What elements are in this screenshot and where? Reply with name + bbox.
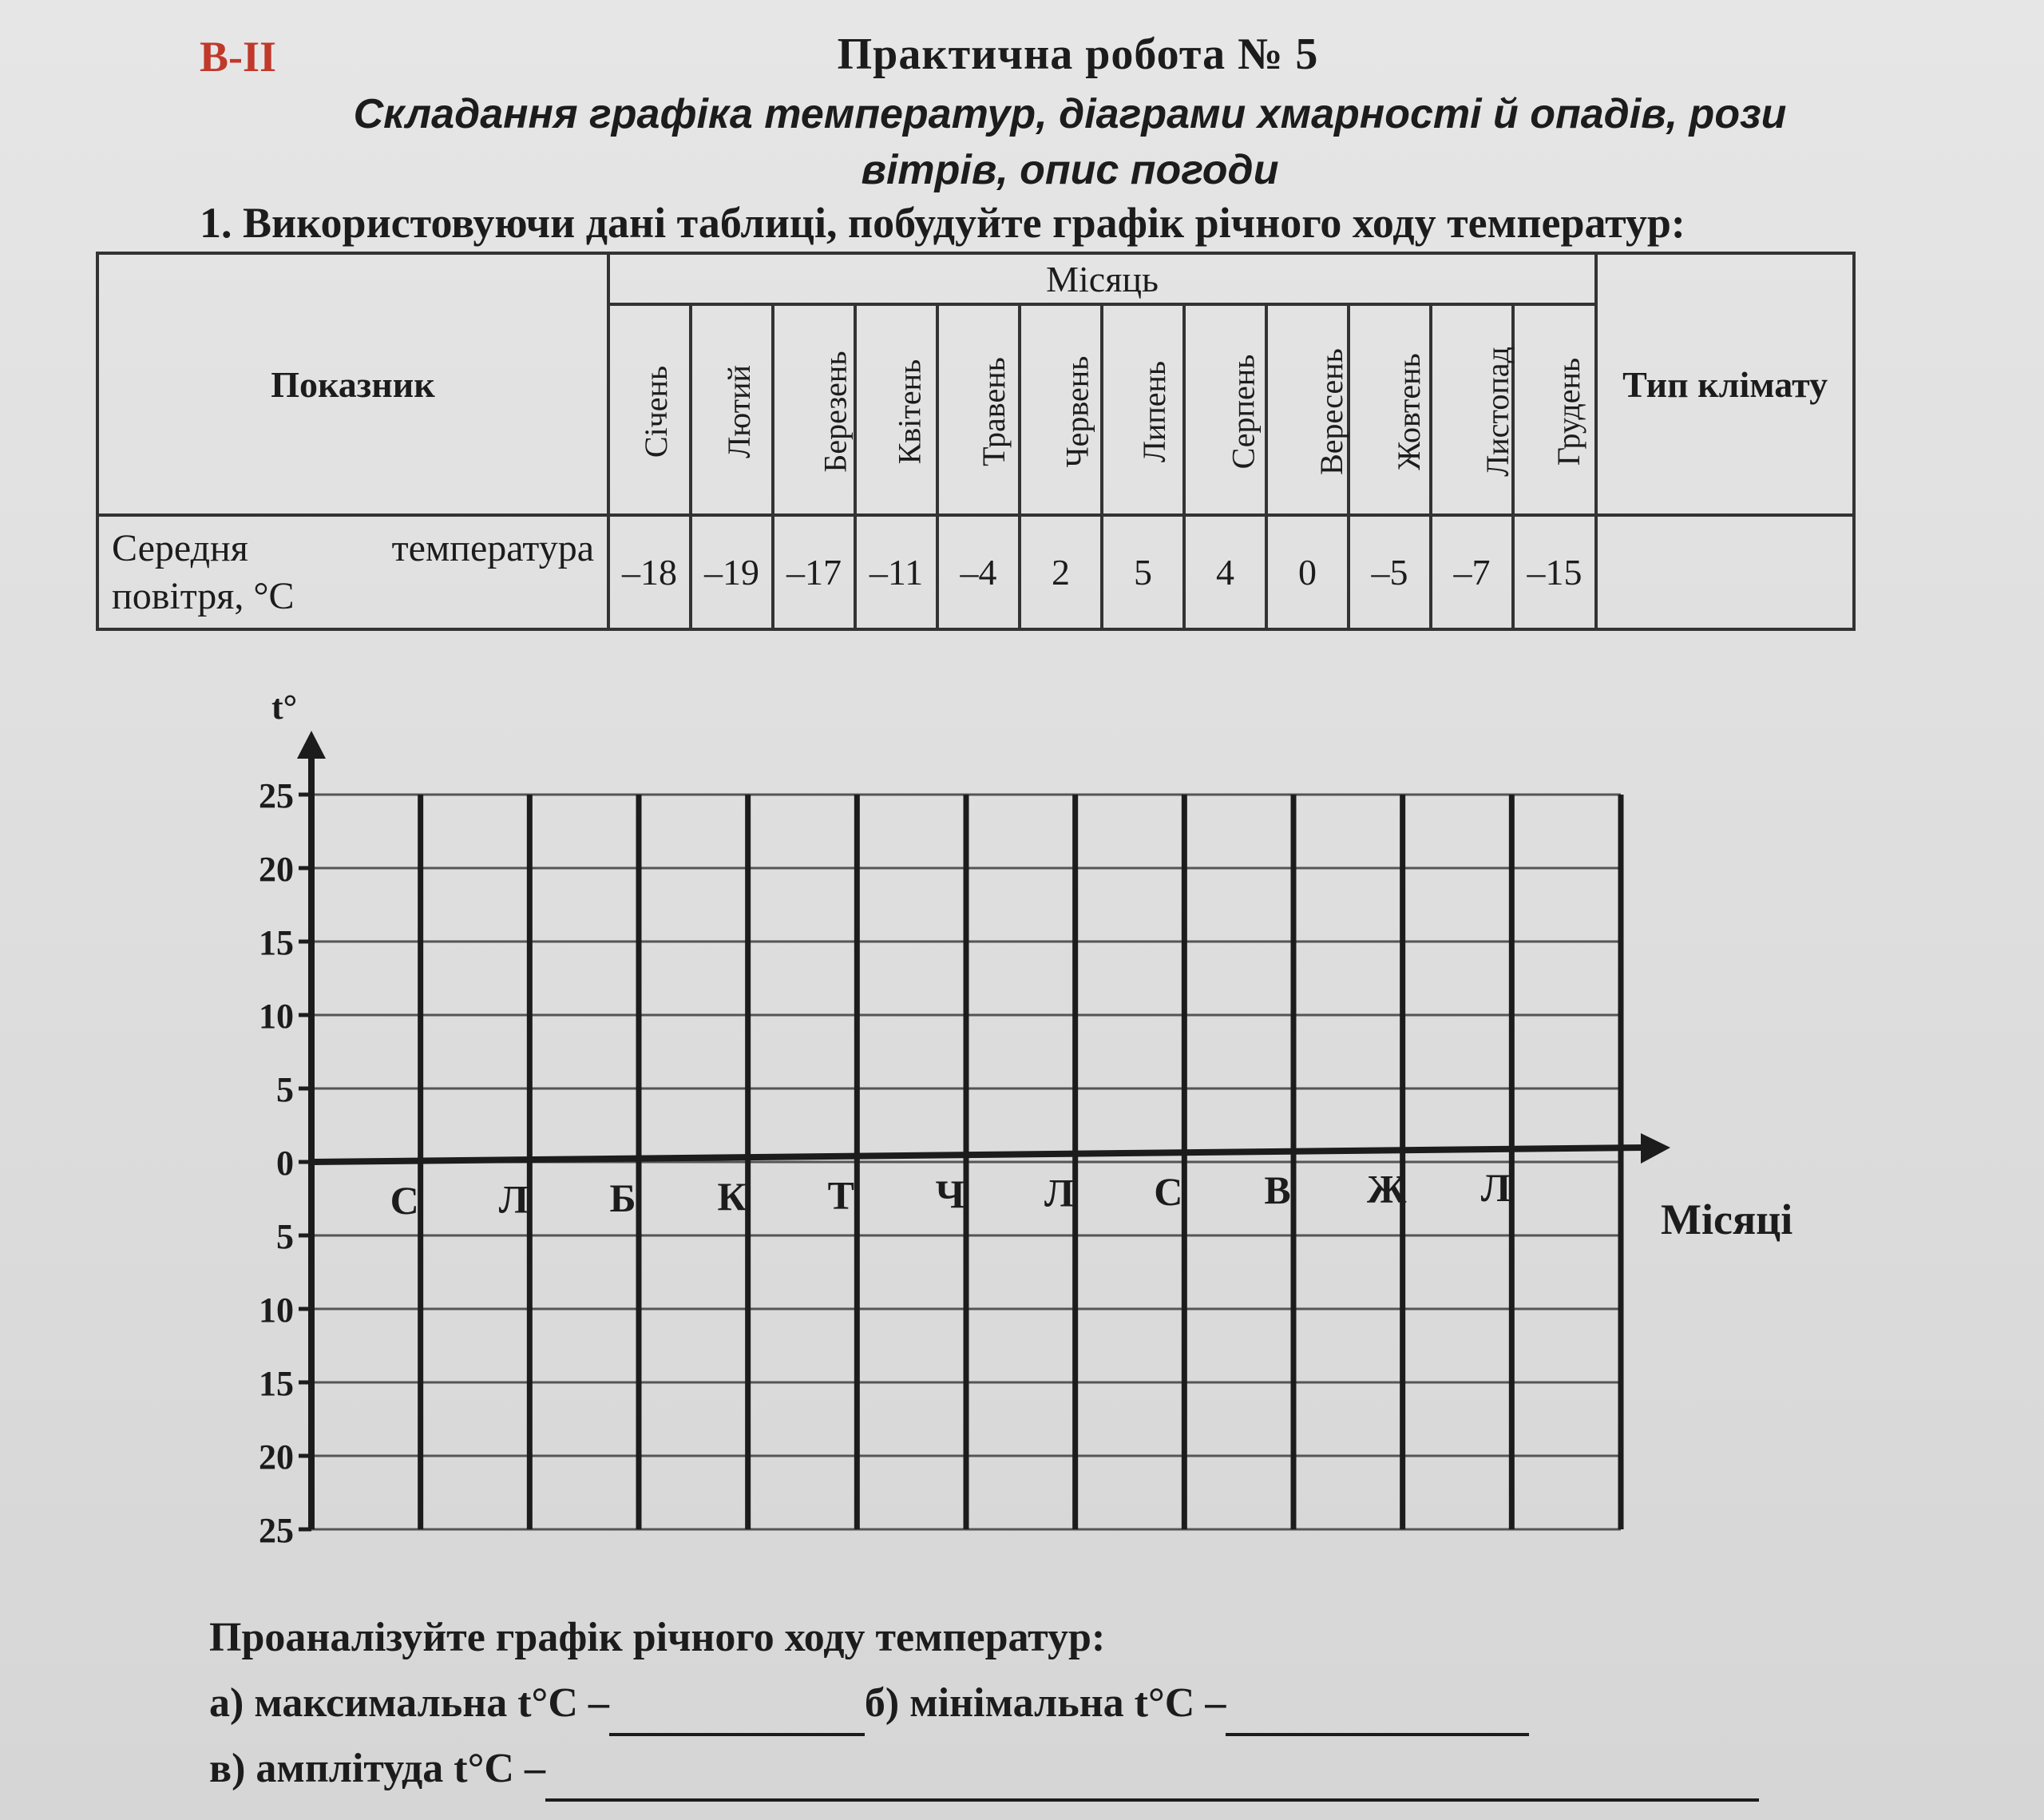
month-header: Місяць [608,253,1596,304]
month-name: Вересень [1313,347,1349,475]
subtitle-line-2: вітрів, опис погоди [861,147,1279,193]
month-name: Січень [638,365,675,458]
x-category-label: Т [827,1172,855,1218]
work-title: Практична робота № 5 [837,30,1319,79]
row-label-part-3: повітря, °С [112,574,295,617]
temperature-value: –19 [691,515,773,629]
y-tick-label: 25 [259,776,294,815]
temperature-value: 0 [1266,515,1349,629]
y-tick-label: 25 [259,1511,294,1550]
month-name: Жовтень [1390,352,1427,470]
x-axis-label: Місяці [1661,1195,1793,1243]
x-category-label: С [1154,1168,1183,1214]
task-1-instruction: 1. Використовуючи дані таблиці, побудуйте графік річного ходу температур: [200,199,1686,247]
x-category-label: Б [609,1175,636,1220]
x-axis-arrow [1641,1133,1670,1164]
x-category-label: Л [498,1176,529,1222]
x-category-label: С [390,1178,419,1223]
min-temp-label: б) мінімальна t°C – [864,1680,1226,1726]
y-tick-label: 10 [259,997,294,1036]
y-tick-label: 15 [259,923,294,962]
temperature-value: –17 [773,515,855,629]
y-tick-label: 20 [259,850,294,889]
y-axis-arrow [297,731,326,759]
y-axis-label: t° [271,688,298,727]
month-name: Квітень [891,359,928,464]
temperature-value: –15 [1513,515,1596,629]
month-name: Грудень [1551,357,1587,466]
y-tick-label: 0 [276,1144,294,1183]
analysis-section [209,1605,1759,1802]
max-temp-blank[interactable] [609,1693,865,1736]
temperature-value: –11 [855,515,937,629]
indicator-header: Показник [97,253,608,515]
max-temp-label: а) максимальна t°C – [209,1680,609,1726]
temperature-value: –7 [1431,515,1513,629]
x-category-label: К [717,1174,747,1219]
x-category-label: Л [1480,1165,1511,1210]
y-tick-label: 20 [259,1437,294,1477]
month-name: Липень [1136,360,1173,462]
month-name: Березень [817,350,854,473]
climate-header: Тип клімату [1596,253,1854,515]
x-category-label: В [1264,1168,1291,1213]
temperature-value: 5 [1102,515,1184,629]
analysis-heading: Проаналізуйте графік річного ходу температур: [209,1615,1106,1660]
month-name: Серпень [1225,354,1262,469]
x-category-label: Ч [935,1172,965,1216]
y-tick-label: 10 [259,1291,294,1330]
temperature-value: 4 [1184,515,1266,629]
amplitude-blank[interactable] [545,1759,1759,1802]
variant-label: В-ІІ [200,33,277,81]
temperature-value: 2 [1020,515,1102,629]
subtitle-line-1: Складання графіка температур, діаграми хмарності й опадів, рози [353,91,1787,137]
month-name: Червень [1059,355,1095,467]
row-label-part-1: Середня [112,526,248,569]
month-name: Лютий [720,364,757,458]
month-name: Травень [975,356,1012,466]
amplitude-label: в) амплітуда t°C – [209,1746,545,1791]
y-tick-label: 15 [259,1364,294,1403]
x-category-label: Ж [1366,1166,1407,1211]
month-name: Листопад [1479,346,1515,477]
row-label-part-2: температура [391,526,594,569]
x-category-label: Л [1044,1170,1075,1215]
min-temp-blank[interactable] [1226,1693,1529,1736]
temperature-value: –5 [1349,515,1431,629]
y-tick-label: 5 [276,1070,294,1109]
temperature-value: –4 [937,515,1020,629]
y-tick-label: 5 [276,1217,294,1256]
x-axis [311,1148,1645,1162]
temperature-value: –18 [608,515,691,629]
